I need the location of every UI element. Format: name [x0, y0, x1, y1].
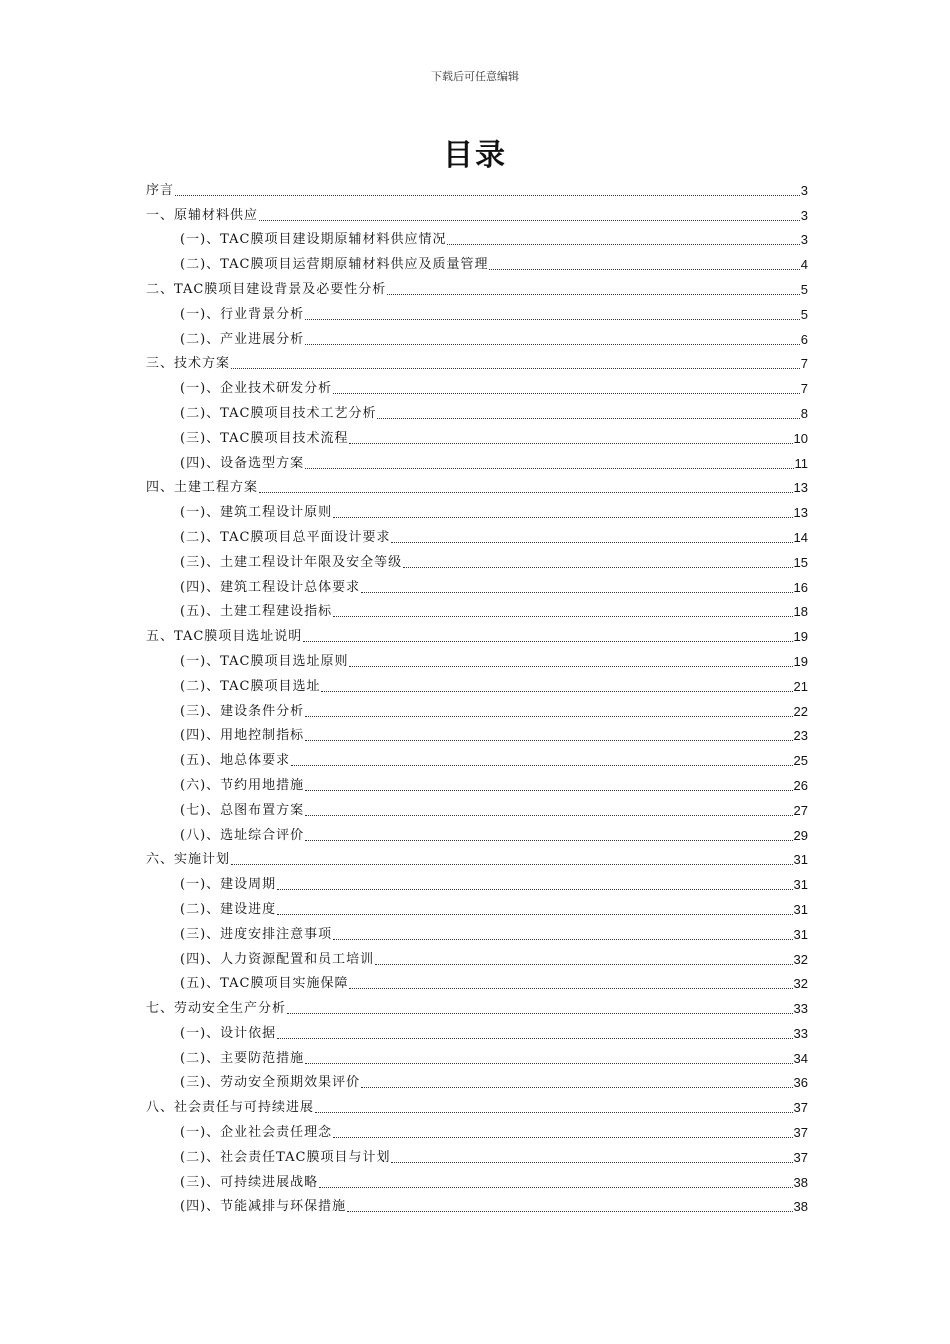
toc-entry-page: 5 [800, 306, 808, 322]
toc-entry[interactable] [146, 844, 808, 869]
toc-leader-dots [305, 840, 792, 841]
toc-entry-page: 13 [793, 480, 808, 496]
table-of-contents [146, 174, 808, 1215]
toc-leader-dots [361, 592, 792, 593]
toc-leader-dots [391, 1162, 792, 1163]
toc-entry[interactable] [146, 1191, 808, 1216]
toc-entry-page: 4 [800, 257, 808, 273]
toc-entry-label: 四、土建工程方案 [146, 480, 259, 496]
toc-leader-dots [277, 914, 792, 915]
toc-entry[interactable] [146, 695, 808, 720]
toc-leader-dots [291, 765, 792, 766]
toc-entry[interactable] [146, 1166, 808, 1191]
toc-entry-label: (四)、设备选型方案 [180, 455, 305, 471]
toc-leader-dots [259, 220, 800, 221]
toc-entry-page: 18 [793, 604, 808, 620]
toc-leader-dots [277, 1038, 792, 1039]
toc-leader-dots [319, 1187, 792, 1188]
toc-leader-dots [305, 319, 800, 320]
toc-entry-label: (五)、土建工程建设指标 [180, 604, 333, 620]
toc-entry-page: 33 [793, 1025, 808, 1041]
toc-entry-label: (六)、节约用地措施 [180, 777, 305, 793]
toc-entry[interactable] [146, 620, 808, 645]
toc-entry-label: (四)、用地控制指标 [180, 728, 305, 744]
toc-entry-page: 26 [793, 777, 808, 793]
toc-entry[interactable] [146, 248, 808, 273]
toc-leader-dots [259, 492, 793, 493]
toc-leader-dots [387, 294, 799, 295]
toc-leader-dots [175, 195, 800, 196]
toc-entry[interactable] [146, 720, 808, 745]
toc-entry-label: 七、劳动安全生产分析 [146, 1001, 287, 1017]
toc-entry-label: (一)、设计依据 [180, 1025, 277, 1041]
toc-entry[interactable] [146, 943, 808, 968]
toc-entry-label: 二、TAC膜项目建设背景及必要性分析 [146, 281, 387, 297]
toc-leader-dots [287, 1013, 793, 1014]
toc-entry[interactable] [146, 794, 808, 819]
toc-leader-dots [403, 567, 792, 568]
toc-entry-label: (一)、企业技术研发分析 [180, 381, 333, 397]
toc-entry[interactable] [146, 521, 808, 546]
toc-entry[interactable] [146, 298, 808, 323]
toc-entry-page: 36 [793, 1075, 808, 1091]
toc-leader-dots [305, 740, 792, 741]
toc-leader-dots [377, 418, 799, 419]
toc-entry[interactable] [146, 546, 808, 571]
toc-entry[interactable] [146, 422, 808, 447]
toc-entry-page: 16 [793, 579, 808, 595]
toc-entry-page: 29 [793, 827, 808, 843]
toc-entry-label: (二)、社会责任TAC膜项目与计划 [180, 1149, 391, 1165]
toc-entry-label: (八)、选址综合评价 [180, 827, 305, 843]
toc-entry[interactable] [146, 397, 808, 422]
page-title: 目录 [443, 138, 507, 173]
toc-leader-dots [361, 1087, 792, 1088]
toc-entry-label: (二)、TAC膜项目总平面设计要求 [180, 529, 391, 545]
toc-entry-label: (五)、TAC膜项目实施保障 [180, 976, 349, 992]
toc-entry-label: (四)、人力资源配置和员工培训 [180, 951, 375, 967]
toc-leader-dots [349, 666, 792, 667]
toc-entry-label: (一)、建设周期 [180, 877, 277, 893]
toc-entry-page: 3 [800, 182, 808, 198]
toc-entry[interactable] [146, 447, 808, 472]
toc-entry[interactable] [146, 670, 808, 695]
toc-leader-dots [349, 988, 792, 989]
toc-leader-dots [333, 939, 792, 940]
toc-entry-label: (二)、TAC膜项目运营期原辅材料供应及质量管理 [180, 257, 489, 273]
toc-entry[interactable] [146, 596, 808, 621]
toc-entry-label: (一)、TAC膜项目选址原则 [180, 653, 349, 669]
toc-entry[interactable] [146, 199, 808, 224]
toc-leader-dots [391, 542, 792, 543]
toc-entry-label: (三)、可持续进展战略 [180, 1174, 319, 1190]
toc-entry-label: (二)、主要防范措施 [180, 1050, 305, 1066]
toc-leader-dots [305, 468, 793, 469]
toc-entry-label: (五)、地总体要求 [180, 753, 291, 769]
toc-entry-page: 33 [793, 1001, 808, 1017]
toc-entry-page: 19 [793, 653, 808, 669]
toc-entry-label: (二)、产业进展分析 [180, 331, 305, 347]
toc-entry-page: 7 [800, 356, 808, 372]
toc-entry[interactable] [146, 1141, 808, 1166]
toc-entry-page: 38 [793, 1199, 808, 1215]
toc-entry-label: (二)、TAC膜项目技术工艺分析 [180, 405, 377, 421]
toc-entry[interactable] [146, 1042, 808, 1067]
toc-entry-page: 31 [793, 926, 808, 942]
toc-entry-page: 32 [793, 976, 808, 992]
toc-entry-page: 25 [793, 753, 808, 769]
toc-entry[interactable] [146, 571, 808, 596]
toc-entry-page: 13 [793, 505, 808, 521]
toc-entry-page: 8 [800, 405, 808, 421]
toc-leader-dots [333, 1137, 792, 1138]
toc-entry[interactable] [146, 1067, 808, 1092]
toc-entry-label: (三)、进度安排注意事项 [180, 926, 333, 942]
toc-entry-label: (三)、TAC膜项目技术流程 [180, 430, 349, 446]
toc-entry-page: 3 [800, 232, 808, 248]
toc-entry[interactable] [146, 645, 808, 670]
toc-entry-label: (二)、TAC膜项目选址 [180, 678, 321, 694]
toc-leader-dots [321, 691, 792, 692]
toc-leader-dots [305, 716, 792, 717]
toc-entry-label: (一)、行业背景分析 [180, 306, 305, 322]
toc-entry[interactable] [146, 769, 808, 794]
toc-leader-dots [277, 889, 792, 890]
toc-entry[interactable] [146, 744, 808, 769]
toc-entry-page: 19 [793, 629, 808, 645]
toc-entry[interactable] [146, 1091, 808, 1116]
toc-leader-dots [375, 964, 792, 965]
toc-entry-page: 31 [793, 852, 808, 868]
toc-entry-label: (四)、节能减排与环保措施 [180, 1199, 347, 1215]
toc-entry-page: 27 [793, 802, 808, 818]
toc-entry-label: (七)、总图布置方案 [180, 802, 305, 818]
toc-entry-page: 7 [800, 381, 808, 397]
toc-entry[interactable] [146, 273, 808, 298]
toc-leader-dots [305, 790, 792, 791]
toc-entry[interactable] [146, 1116, 808, 1141]
toc-entry[interactable] [146, 893, 808, 918]
toc-leader-dots [231, 368, 800, 369]
toc-leader-dots [305, 1063, 792, 1064]
toc-leader-dots [347, 1211, 792, 1212]
toc-entry-page: 21 [793, 678, 808, 694]
toc-entry[interactable] [146, 323, 808, 348]
toc-leader-dots [447, 244, 799, 245]
toc-leader-dots [333, 616, 792, 617]
toc-entry[interactable] [146, 174, 808, 199]
toc-entry-label: 五、TAC膜项目选址说明 [146, 629, 303, 645]
toc-entry-label: (一)、建筑工程设计原则 [180, 505, 333, 521]
toc-entry-page: 31 [793, 877, 808, 893]
toc-leader-dots [305, 815, 792, 816]
toc-entry[interactable] [146, 968, 808, 993]
toc-entry-label: (四)、建筑工程设计总体要求 [180, 579, 361, 595]
toc-entry-page: 22 [793, 703, 808, 719]
toc-entry-label: 六、实施计划 [146, 852, 231, 868]
toc-entry-label: (三)、建设条件分析 [180, 703, 305, 719]
toc-leader-dots [349, 443, 792, 444]
toc-entry-label: (三)、劳动安全预期效果评价 [180, 1075, 361, 1091]
toc-entry-label: 八、社会责任与可持续进展 [146, 1100, 315, 1116]
toc-entry-page: 32 [793, 951, 808, 967]
toc-entry-page: 37 [793, 1100, 808, 1116]
toc-entry-page: 6 [800, 331, 808, 347]
toc-entry-page: 15 [793, 554, 808, 570]
toc-entry[interactable] [146, 868, 808, 893]
toc-entry-page: 31 [793, 901, 808, 917]
toc-leader-dots [333, 517, 792, 518]
toc-entry[interactable] [146, 348, 808, 373]
toc-entry[interactable] [146, 992, 808, 1017]
toc-entry-label: 序言 [146, 182, 175, 198]
toc-entry[interactable] [146, 819, 808, 844]
toc-entry[interactable] [146, 372, 808, 397]
toc-entry-page: 11 [794, 455, 808, 471]
toc-entry-label: (三)、土建工程设计年限及安全等级 [180, 554, 403, 570]
toc-entry-page: 5 [800, 281, 808, 297]
toc-entry[interactable] [146, 472, 808, 497]
toc-entry-page: 3 [800, 207, 808, 223]
toc-entry-page: 10 [793, 430, 808, 446]
toc-entry-page: 37 [793, 1149, 808, 1165]
toc-entry-label: (一)、TAC膜项目建设期原辅材料供应情况 [180, 232, 447, 248]
toc-entry-label: 三、技术方案 [146, 356, 231, 372]
toc-entry-page: 37 [793, 1125, 808, 1141]
toc-entry[interactable] [146, 224, 808, 249]
toc-entry[interactable] [146, 496, 808, 521]
toc-entry-page: 23 [793, 728, 808, 744]
toc-leader-dots [303, 641, 792, 642]
toc-leader-dots [489, 269, 799, 270]
toc-leader-dots [333, 393, 800, 394]
toc-entry-label: 一、原辅材料供应 [146, 207, 259, 223]
toc-entry-label: (二)、建设进度 [180, 901, 277, 917]
toc-entry-page: 34 [793, 1050, 808, 1066]
toc-leader-dots [305, 344, 800, 345]
header-note: 下载后可任意编辑 [431, 70, 519, 83]
toc-entry[interactable] [146, 918, 808, 943]
toc-entry-label: (一)、企业社会责任理念 [180, 1125, 333, 1141]
toc-entry[interactable] [146, 1017, 808, 1042]
toc-entry-page: 14 [793, 529, 808, 545]
toc-leader-dots [315, 1112, 793, 1113]
toc-entry-page: 38 [793, 1174, 808, 1190]
toc-leader-dots [231, 864, 793, 865]
